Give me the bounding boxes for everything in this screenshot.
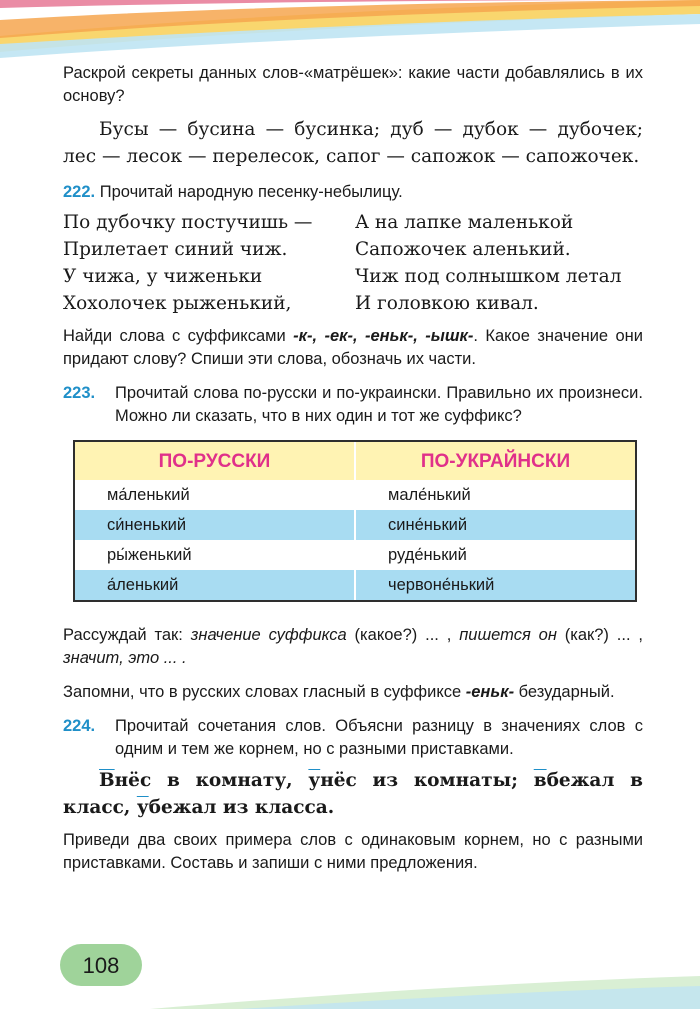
table-header-russian: ПО-РУССКИ <box>75 442 354 480</box>
word-comparison-table <box>73 440 637 602</box>
note-text: Запомни, что в русских словах гласный в суффиксе <box>63 683 466 701</box>
hint-text: (какое?) ... , <box>346 626 460 644</box>
exercise-number: 222. <box>63 183 96 201</box>
table-cell: си́ненький <box>75 510 354 540</box>
poem-line: Чиж под солнышком летал <box>355 266 622 287</box>
word-rest: бежал в класс, <box>63 770 644 818</box>
poem-line: У чижа, у чиженьки <box>63 266 263 287</box>
poem-right-column <box>355 209 643 317</box>
prefix: у <box>308 770 321 791</box>
exercise-223-task <box>63 382 643 428</box>
prefix-word-pairs <box>63 767 643 821</box>
table-header-ukrainian: ПО-УКРАЙНСКИ <box>356 442 635 480</box>
bottom-decoration <box>0 964 700 1009</box>
prefix: у <box>136 797 149 818</box>
poem-line: И головкою кивал. <box>355 293 539 314</box>
word-rest: нёс в комнату, <box>114 770 309 791</box>
prefix: В <box>99 770 115 791</box>
poem-line: А на лапке маленькой <box>355 212 574 233</box>
hint-italic: значит, это ... . <box>63 649 187 667</box>
final-task: Приведи два своих примера слов с одинаковым корнем, но с разными приставками. Составь и запиши с ними предложения. <box>63 831 643 872</box>
word-rest: бежал из класса. <box>148 797 335 818</box>
intro-question: Раскрой секреты данных слов-«матрёшек»: какие части добавлялись в их основу? <box>63 64 643 105</box>
textbook-page <box>63 62 643 875</box>
table-row <box>75 480 635 510</box>
poem-line: Прилетает синий чиж. <box>63 239 288 260</box>
question-text: Найди слова с суффиксами <box>63 327 294 345</box>
hint-italic: значение суффикса <box>190 626 347 644</box>
table-cell: ма́ленький <box>75 480 354 510</box>
exercise-222-question <box>63 325 643 371</box>
poem-line: По дубочку постучишь — <box>63 212 313 233</box>
table-row <box>75 540 635 570</box>
table-cell: сине́нький <box>356 510 635 540</box>
page-number: 108 <box>60 944 142 986</box>
hint-text: (как?) ... , <box>556 626 644 644</box>
poem-line: Сапожочек аленький. <box>355 239 571 260</box>
hint-text: Рассуждай так: <box>63 626 191 644</box>
table-cell: червоне́нький <box>356 570 635 600</box>
poem <box>63 209 643 317</box>
table-row <box>75 510 635 540</box>
table-cell: мале́нький <box>356 480 635 510</box>
table-row <box>75 570 635 600</box>
exercise-number: 224. <box>63 717 96 735</box>
task-text: Прочитай народную песенку-небылицу. <box>99 183 403 201</box>
intro-words: Бусы — бусина — бусинка; дуб — дубок — дубочек; лес — лесок — перелесок, сапог — сапожок — сапожочек. <box>63 119 643 167</box>
poem-left-column <box>63 209 355 317</box>
remember-note <box>63 681 643 704</box>
table-cell: ры́женький <box>75 540 354 570</box>
table-cell: а́ленький <box>75 570 354 600</box>
exercise-number: 223. <box>63 384 96 402</box>
question-text-end: . Какое значение они придают слову? Спиши эти слова, обозначь их части. <box>63 327 643 368</box>
exercise-222-task <box>63 181 643 204</box>
exercise-224-task <box>63 715 643 761</box>
note-suffix: -еньк- <box>465 683 515 701</box>
hint-italic: пишется он <box>459 626 557 644</box>
suffix-list: -к-, -ек-, -еньк-, -ышк- <box>293 327 474 345</box>
table-cell: руде́нький <box>356 540 635 570</box>
poem-line: Хохолочек рыженький, <box>63 293 292 314</box>
top-decoration <box>0 0 700 60</box>
task-text: Прочитай слова по-русски и по-украински. Правильно их произнеси. Можно ли сказать, что в них один и тот же суффикс? <box>115 384 643 425</box>
word-rest: нёс из комнаты; <box>320 770 534 791</box>
note-text-end: безударный. <box>514 683 615 701</box>
task-text: Прочитай сочетания слов. Объясни разницу в значениях слов с одним и тем же корнем, но с разными приставками. <box>115 717 643 758</box>
reasoning-hint <box>63 624 643 670</box>
prefix: в <box>533 770 547 791</box>
